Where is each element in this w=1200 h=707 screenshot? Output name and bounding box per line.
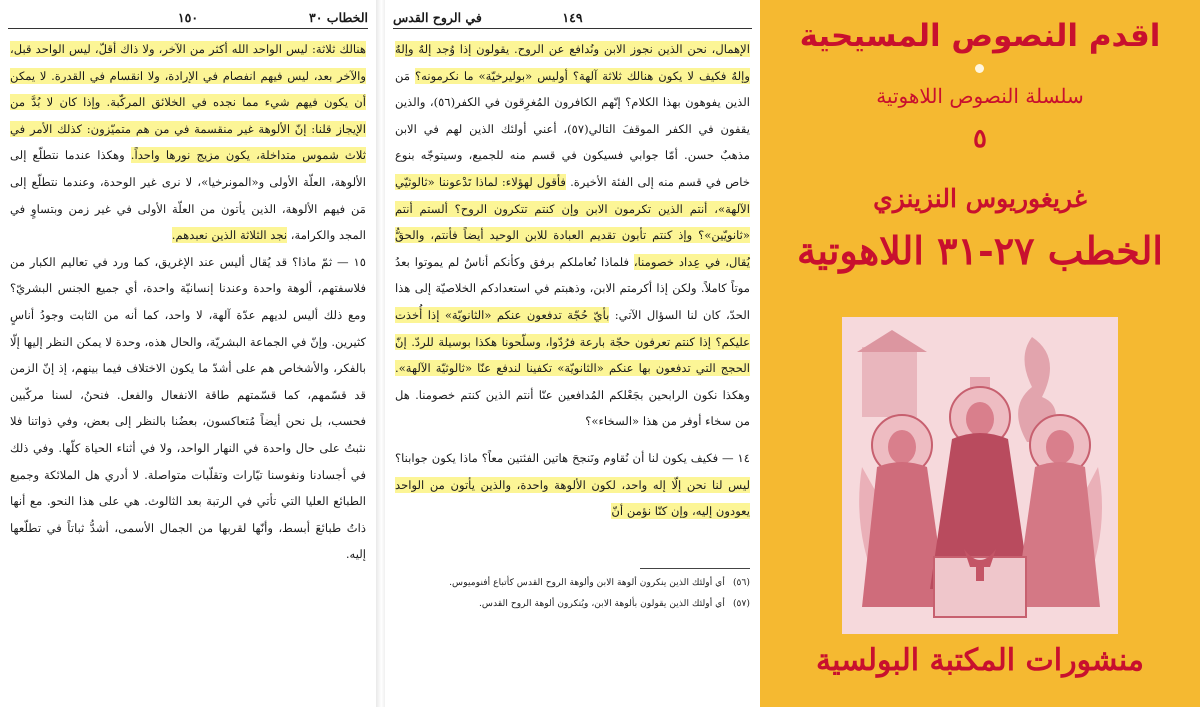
series-title: اقدم النصوص المسيحية (799, 18, 1161, 54)
highlighted-text: ليس لنا نحن إلّا إله واحد، لكون الألوهة واحدة، والذين يأتون من الواحد يعودون إليه، وإن كنّا نؤمن أنّ (395, 477, 750, 519)
volume-number: ٥ (973, 124, 987, 154)
text-run: ١٥ — ثمّ ماذا؟ قد يُقال أليس عند الإغريق، كما ورد في تعاليم الكبار من فلاسفتهم، ألوهة واحدة وعندنا إنسانيّة واحدة، أي جميع الجنس البشريّ؟ ومع ذلك أليس لديهم عدّة آلهة، لا واحد، كما أنه من الثابت وجودُ أناسٍ كثيرين. وإنّ في الجماعة البشريّة، والحال هذه، وحدة لا يمكن النظر إليها إلّا بالفكر، والأشخاص هم على أشدّ ما يكون الاختلاف فيما بينهم، إذ إنّ الزمن قد قسّمهم، كما قسّمتهم طاقة الانفعال والفعل. فنحنُ، لسنا مركّبين فحسب، بل نحن أيضاً مُتعاكسون، بعضُنا بالنظر إلى بعض، وفي ذواتنا فلا نثبتُ على حال واحدة في النهار الواحد، ولا في أثناء الحياة كلّها. وفي ذلك في أجسادنا ونفوسنا تيّارات وتقلّبات متواصلة. لا أدري هل الملائكة وجميع الطبائع العليا التي تأتي في الرتبة بعد الثالوث. هي على هذا النحو. مع أنها ذاتُ طبائعَ أبسط، وأنّها لقربها من الجمال الأسمى، أشدُّ ثباتاً في تطلّعها إليه. (10, 254, 366, 562)
paragraph (10, 249, 366, 568)
publisher-name: منشورات المكتبة البولسية (816, 643, 1144, 678)
page-number: ١٤٩ (562, 10, 583, 25)
running-head: الخطاب ٣٠ (309, 10, 368, 25)
ornament-dot (975, 64, 984, 73)
paragraph (395, 445, 750, 525)
page-header (393, 8, 752, 29)
book-title: الخطب ٢٧-٣١ اللاهوتية (797, 228, 1163, 273)
trinity-icon-image (842, 317, 1118, 634)
footnote (395, 593, 750, 614)
page-body (10, 36, 366, 568)
footnote-number: (٥٧) (732, 598, 750, 609)
paragraph (395, 36, 750, 435)
text-run: وهكذا نكون الرابحين بجَعْلكم المُدافعين عنّا أنتم الذين كنتم خصومنا. هل من سخاء أوفر من هذا «السخاء»؟ (395, 387, 750, 429)
text-run: مَن الذين يفوهون بهذا الكلام؟ إنّهم الكافرون المُغرِقون في الكفر(٥٦)، والذين يقفون في الكفر الموقفَ التالي(٥٧)، أعني أولئك الذين لهم في الابن مذهبٌ حسن. أمّا جوابي فسيكون في قسم منه للجميع، وسيتوجّه بنوع خاص في قسم منه إلى الفئة الأخيرة. (395, 68, 751, 189)
book-gutter (376, 0, 385, 707)
highlighted-text: الإهمال، نحن الذين نجوز الابن ونُدافع عن الروح. يقولون إذا وُجد إلهٌ وإلهٌ وإلهٌ فكيف لا يكون هنالك ثلاثة آلهة؟ أوليس «بوليرخيّة» ما نكرمونه؟ (395, 42, 750, 83)
page-header (8, 8, 368, 29)
highlighted-text: هنالك ثلاثة: ليس الواحد الله أكثر من الآخر، ولا ذاك أقلّ، ليس الواحد قبل، والآخر بعد، ليس فيهم انفصام في الإرادة، ولا انقسام في القدرة. لا يمكن أن يكون فيهم شيء مما نجده في الخلائق المركّبة. وإذا كان لا بُدَّ من الإيجاز قلنا: إنّ الألوهة غير منقسمة في من هم متميّزون: كذلك الأمر في ثلاث شموس متداخلة، يكون مزيج نورها واحداً. (10, 42, 366, 163)
highlighted-text: فأقول لهؤلاء: لماذا تَدْعوننا «ثالوثيّي الآلهة»، أنتم الذين تكرمون الابن وإن كنتم تتكرون الروح؟ ألستم أنتم «ثانويّين»؟ وإذ كنتم تأبون تقديم العبادة للابن الوحيد أيضاً فأنتم، والحقُّ يُقال، في عِداد خصومنا، (395, 174, 750, 269)
subseries-title: سلسلة النصوص اللاهوتية (876, 84, 1084, 108)
footnote-number: (٥٦) (732, 577, 750, 588)
trinity-icon-illustration (842, 317, 1118, 634)
footnote-text: أي أولئك الذين يقولون بألوهة الابن، ويُنكرون ألوهة الروح القدس. (478, 598, 725, 609)
text-run: ١٤ — فكيف يكون لنا أن نُقاوم ونَنجحَ هاتين الفئتين معاً؟ ماذا يكون جوابنا؟ (395, 450, 750, 465)
page-number: ١٥٠ (177, 10, 199, 25)
book-page-149 (385, 0, 760, 707)
footnote-rule (640, 568, 750, 569)
book-cover (760, 0, 1200, 707)
page-body (395, 36, 750, 525)
footnote-text: أي أولئك الذين ينكرون ألوهة الابن وألوهة الروح القدس كأتباع أفنوميوس. (449, 577, 725, 588)
highlighted-text: نجد الثلاثة الذين نعبدهم. (171, 228, 288, 243)
paragraph (10, 36, 366, 249)
book-page-150 (0, 0, 376, 707)
footnotes (395, 572, 750, 614)
highlighted-text: بأيّ حُجّة تدفعون عنكم «الثانويّة» إذا أُخذت عليكم؟ إذا كنتم تعرفون حجّة بارعة فرُدّوا، وسلّحونا هكذا بوسيلة للردّ. إنّ الحجج التي تدفعون بها عنكم «الثانويّة» تكفينا لندفع عنّا «ثالوثيّة الآلهة». (395, 307, 750, 376)
text-run: فلماذا نُعاملكم برفق وكأنكم أناسٌ لم يموتوا بعدُ موتاً كاملاً. ولكن إذا أكرمتم الابن، وذهبتم في استعدادكم الخلاصيّة إلى هذا الحدّ، كان لنا السؤال الآتي: (395, 254, 751, 322)
footnote (395, 572, 750, 593)
author-name: غريغوريوس النزينزي (873, 184, 1087, 213)
text-run: وهكذا عندما نتطلّع إلى الألوهة، العلّة الأولى و«المونرخيا»، لا نرى غير الوحدة، وعندما نتطلّع إلى مَن فيهم الألوهة، الذين يأتون من العلّة الأولى في غير زمن وبتساوٍ في المجد والكرامة، (10, 148, 366, 243)
running-head: في الروح القدس (393, 10, 482, 25)
